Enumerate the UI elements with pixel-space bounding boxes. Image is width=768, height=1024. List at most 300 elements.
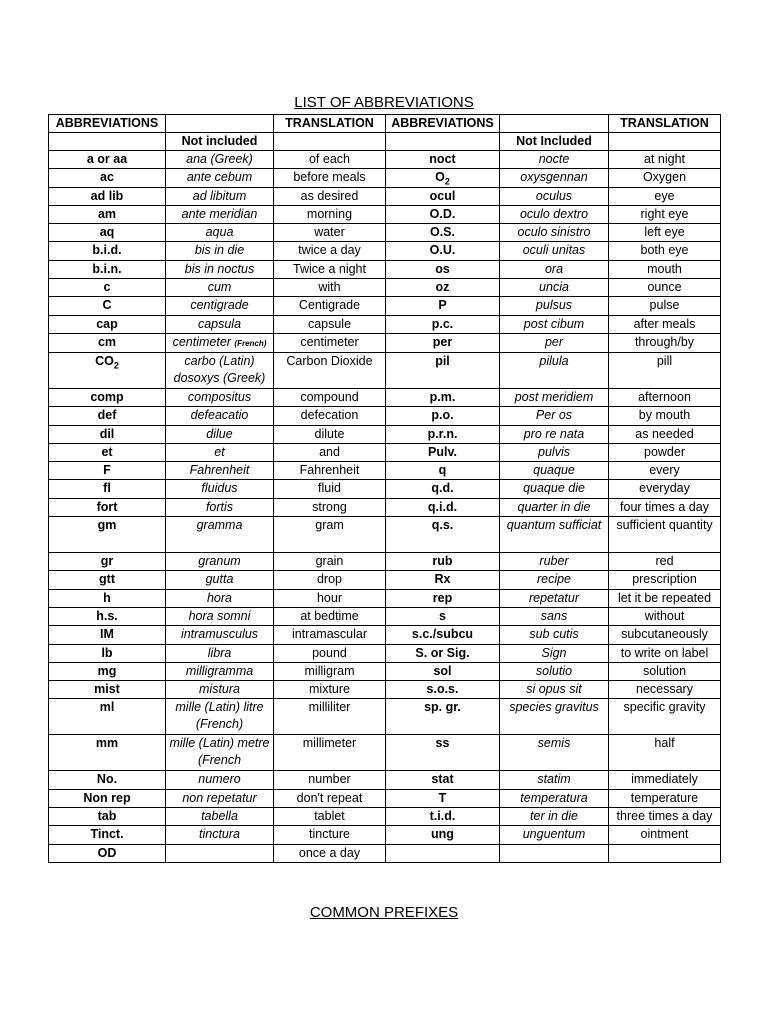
table-row xyxy=(49,681,721,699)
abbreviation-cell-text: p.m. xyxy=(429,389,456,404)
abbreviation-cell-text: p.r.n. xyxy=(427,426,458,441)
translation-cell-text: subcutaneously xyxy=(621,627,708,642)
origin-cell xyxy=(500,589,609,607)
abbreviation-cell xyxy=(386,626,500,644)
translation-cell-text: water xyxy=(314,225,345,240)
abbreviation-cell xyxy=(49,626,166,644)
translation-cell xyxy=(274,462,386,480)
abbreviation-cell xyxy=(49,169,166,187)
abbreviation-cell xyxy=(49,187,166,205)
origin-cell xyxy=(500,771,609,789)
abbreviation-cell xyxy=(386,826,500,844)
abbreviation-cell-text: O.S. xyxy=(429,225,455,240)
table-row xyxy=(49,589,721,607)
origin-cell xyxy=(500,808,609,826)
header-cell: TRANSLATION xyxy=(609,115,721,133)
translation-cell xyxy=(609,517,721,553)
origin-cell-text: sans xyxy=(540,608,568,623)
translation-cell-text: four times a day xyxy=(620,499,709,514)
origin-cell-text: statim xyxy=(537,772,571,787)
origin-cell-text: gramma xyxy=(196,518,243,533)
abbreviation-cell-text: tab xyxy=(97,809,117,824)
table-row xyxy=(49,735,721,771)
abbreviation-cell-text: T xyxy=(438,790,447,805)
abbreviation-cell xyxy=(386,699,500,735)
origin-cell xyxy=(500,844,609,862)
origin-cell-text: pro re nata xyxy=(523,426,585,441)
origin-cell xyxy=(500,151,609,169)
abbreviation-cell xyxy=(49,498,166,516)
translation-cell-text: by mouth xyxy=(638,408,691,423)
abbreviation-cell xyxy=(49,517,166,553)
origin-cell-text: oculi unitas xyxy=(522,243,586,258)
abbreviation-cell-text: pil xyxy=(435,353,450,368)
origin-cell-text: centimeter xyxy=(172,334,231,349)
translation-cell-text: to write on label xyxy=(620,645,709,660)
header-cell: Not included xyxy=(166,133,274,151)
translation-cell xyxy=(609,735,721,771)
abbreviation-cell xyxy=(386,205,500,223)
abbreviation-cell xyxy=(386,571,500,589)
origin-cell xyxy=(500,333,609,352)
table-row xyxy=(49,443,721,461)
translation-cell-text: hour xyxy=(316,590,343,605)
abbreviation-cell-text: c xyxy=(103,280,111,295)
table-row xyxy=(49,571,721,589)
translation-cell xyxy=(609,571,721,589)
origin-cell-text: libra xyxy=(207,645,232,660)
origin-cell-text: temperatura xyxy=(520,790,588,805)
abbreviation-cell-text: rub xyxy=(432,554,453,569)
translation-cell xyxy=(274,151,386,169)
translation-cell-text: after meals xyxy=(633,316,696,331)
abbreviation-cell xyxy=(49,297,166,315)
abbreviation-cell-text: gtt xyxy=(99,572,115,587)
header-cell: ABBREVIATIONS xyxy=(49,115,166,133)
translation-cell-text: grain xyxy=(315,554,344,569)
translation-cell xyxy=(609,352,721,388)
origin-cell xyxy=(166,224,274,242)
translation-cell xyxy=(274,826,386,844)
abbreviation-cell-text: ad lib xyxy=(90,188,124,203)
origin-cell xyxy=(166,388,274,406)
translation-cell xyxy=(609,771,721,789)
abbreviation-cell-text: b.i.d. xyxy=(92,243,122,258)
abbreviation-cell xyxy=(386,589,500,607)
origin-cell-text: oculus xyxy=(535,188,573,203)
origin-cell xyxy=(166,205,274,223)
origin-cell xyxy=(166,571,274,589)
abbreviation-cell-text: fort xyxy=(96,499,118,514)
translation-cell xyxy=(274,315,386,333)
origin-cell xyxy=(500,205,609,223)
abbreviation-cell-text: mg xyxy=(97,663,117,678)
translation-cell xyxy=(609,826,721,844)
abbreviation-cell-text: OD xyxy=(97,845,117,860)
abbreviation-cell-text: fl xyxy=(103,481,111,496)
translation-cell xyxy=(274,333,386,352)
abbreviation-cell-text: os xyxy=(435,261,450,276)
translation-cell-text: prescription xyxy=(632,572,697,587)
translation-cell xyxy=(274,681,386,699)
abbreviation-cell-text: oz xyxy=(435,280,450,295)
translation-cell xyxy=(274,407,386,425)
origin-cell xyxy=(500,699,609,735)
abbreviation-cell-text: gr xyxy=(100,554,114,569)
abbreviation-cell xyxy=(386,352,500,388)
origin-cell-text: et xyxy=(214,444,225,459)
translation-cell xyxy=(609,462,721,480)
origin-cell xyxy=(500,553,609,571)
translation-cell-text: ounce xyxy=(647,280,682,295)
abbreviation-cell xyxy=(386,407,500,425)
origin-cell-text: species gravitus xyxy=(509,700,599,715)
header-cell: Not Included xyxy=(500,133,609,151)
origin-cell-text: ante meridian xyxy=(181,206,258,221)
origin-cell xyxy=(166,626,274,644)
translation-cell-text: pill xyxy=(656,353,673,368)
translation-cell-text: number xyxy=(308,772,351,787)
origin-cell xyxy=(166,315,274,333)
abbreviation-cell-text: mm xyxy=(95,736,119,751)
translation-cell xyxy=(274,589,386,607)
table-row xyxy=(49,205,721,223)
abbreviation-cell-text: Pulv. xyxy=(428,444,457,459)
origin-cell-text: ora xyxy=(544,261,564,276)
translation-cell xyxy=(274,242,386,260)
table-row xyxy=(49,315,721,333)
table-row xyxy=(49,462,721,480)
abbreviation-cell-text: per xyxy=(432,334,453,349)
translation-cell xyxy=(274,388,386,406)
abbreviation-cell xyxy=(386,553,500,571)
origin-cell xyxy=(166,789,274,807)
abbreviation-cell xyxy=(49,571,166,589)
translation-cell xyxy=(609,297,721,315)
origin-cell-text: intramusculus xyxy=(180,627,259,642)
origin-cell xyxy=(500,571,609,589)
translation-cell-text: millimeter xyxy=(302,736,357,751)
origin-cell-text: quaque xyxy=(533,463,575,478)
abbreviation-cell xyxy=(386,242,500,260)
origin-cell xyxy=(166,480,274,498)
translation-cell-text: as needed xyxy=(635,426,694,441)
origin-cell xyxy=(500,388,609,406)
table-row xyxy=(49,224,721,242)
origin-cell-text: numero xyxy=(198,772,241,787)
origin-cell-text: bis in die xyxy=(194,243,245,258)
origin-cell xyxy=(500,662,609,680)
translation-cell xyxy=(274,644,386,662)
abbreviation-cell-text: s xyxy=(439,608,446,623)
translation-cell xyxy=(274,662,386,680)
header-cell xyxy=(609,133,721,151)
origin-cell xyxy=(500,260,609,278)
origin-cell-text: nocte xyxy=(538,152,570,166)
abbreviation-cell xyxy=(386,443,500,461)
abbreviation-cell xyxy=(49,425,166,443)
abbreviation-cell-text: t.i.d. xyxy=(429,809,456,824)
abbreviation-cell-text: cm xyxy=(97,334,117,349)
abbreviation-cell xyxy=(49,407,166,425)
abbreviation-cell xyxy=(386,607,500,625)
table-row xyxy=(49,388,721,406)
table-row xyxy=(49,844,721,862)
table-row xyxy=(49,644,721,662)
translation-cell-text: immediately xyxy=(631,772,698,787)
origin-cell-text: semis xyxy=(537,736,571,751)
abbreviation-cell-text: b.i.n. xyxy=(92,261,122,276)
abbreviation-cell xyxy=(386,224,500,242)
origin-cell-text: Per os xyxy=(535,408,573,423)
abbreviation-cell xyxy=(386,498,500,516)
abbreviation-cell xyxy=(49,589,166,607)
abbreviation-cell-text: q.d. xyxy=(431,481,454,496)
translation-cell-text: powder xyxy=(644,444,685,459)
origin-cell-text: tabella xyxy=(201,809,238,824)
origin-cell-text: recipe xyxy=(536,572,572,587)
origin-cell-text: uncia xyxy=(539,280,569,295)
abbreviation-cell-text: $O_2$ xyxy=(435,170,450,187)
abbreviation-cell xyxy=(386,808,500,826)
translation-cell xyxy=(609,333,721,352)
origin-cell-text: cum xyxy=(207,280,232,295)
table-row xyxy=(49,425,721,443)
translation-cell-text: necessary xyxy=(636,682,693,697)
translation-cell-text: strong xyxy=(312,499,347,514)
header-cell xyxy=(49,133,166,151)
origin-cell xyxy=(166,242,274,260)
abbreviation-cell-text: q.i.d. xyxy=(427,499,458,514)
abbreviation-cell xyxy=(49,826,166,844)
translation-cell xyxy=(609,425,721,443)
abbreviation-cell xyxy=(49,789,166,807)
table-row xyxy=(49,480,721,498)
translation-cell-text: let it be repeated xyxy=(617,590,712,605)
origin-cell xyxy=(166,644,274,662)
abbreviation-cell xyxy=(49,480,166,498)
abbreviation-cell-text: p.o. xyxy=(431,408,454,423)
abbreviation-cell-text: O.U. xyxy=(429,243,456,258)
origin-cell-text: repetatur xyxy=(528,590,580,605)
origin-cell-text: oculo sinistro xyxy=(517,225,591,240)
origin-cell xyxy=(500,607,609,625)
abbreviation-cell-text: Non rep xyxy=(83,790,131,805)
translation-cell-text: at bedtime xyxy=(300,608,359,623)
table-row xyxy=(49,771,721,789)
origin-cell xyxy=(166,517,274,553)
translation-cell-text: pulse xyxy=(649,298,680,313)
translation-cell-text: centimeter xyxy=(300,334,359,349)
origin-cell xyxy=(166,352,274,388)
origin-cell xyxy=(500,826,609,844)
translation-cell xyxy=(609,644,721,662)
origin-cell-text: dilue xyxy=(206,426,233,441)
translation-cell-text: ointment xyxy=(640,827,689,842)
origin-cell xyxy=(500,297,609,315)
translation-cell xyxy=(274,224,386,242)
origin-cell xyxy=(166,681,274,699)
translation-cell xyxy=(609,607,721,625)
table-subheader-row xyxy=(49,133,721,151)
translation-cell-text: everyday xyxy=(639,481,690,496)
abbreviation-cell-text: cap xyxy=(96,316,118,331)
translation-cell-text: eye xyxy=(654,188,675,203)
translation-cell-text: half xyxy=(654,736,675,751)
origin-cell-text: aqua xyxy=(205,225,234,240)
abbreviation-cell xyxy=(49,808,166,826)
header-cell xyxy=(166,115,274,133)
origin-cell xyxy=(166,260,274,278)
origin-cell-text: mistura xyxy=(199,682,240,697)
abbreviation-cell-text: $CO_2$ xyxy=(95,353,119,371)
translation-cell xyxy=(609,699,721,735)
abbreviation-cell-text: q xyxy=(438,463,447,478)
translation-cell xyxy=(274,187,386,205)
origin-cell xyxy=(500,425,609,443)
origin-cell xyxy=(500,443,609,461)
abbreviation-cell-text: Rx xyxy=(434,572,451,587)
translation-cell xyxy=(609,626,721,644)
translation-cell-text: Twice a night xyxy=(293,261,366,276)
abbreviation-cell-text: Tinct. xyxy=(90,827,124,842)
abbreviation-cell xyxy=(49,443,166,461)
abbreviation-cell-text: q.s. xyxy=(431,518,454,533)
abbreviation-cell xyxy=(386,260,500,278)
abbreviation-cell xyxy=(49,279,166,297)
abbreviation-cell-text: s.c./subcu xyxy=(411,627,474,642)
translation-cell xyxy=(609,279,721,297)
origin-cell-text: fluidus xyxy=(201,481,238,496)
abbreviation-cell xyxy=(386,187,500,205)
translation-cell-text: as desired xyxy=(300,188,359,203)
abbreviation-cell xyxy=(49,260,166,278)
origin-cell-text: ana (Greek) xyxy=(186,152,253,166)
abbreviation-cell-text: h.s. xyxy=(96,608,118,623)
origin-cell xyxy=(166,498,274,516)
translation-cell-text: capsule xyxy=(307,316,352,331)
abbreviation-cell-text: noct xyxy=(429,152,456,166)
translation-cell-text: compound xyxy=(300,389,359,404)
translation-cell xyxy=(609,242,721,260)
translation-cell xyxy=(274,443,386,461)
origin-cell-text: tinctura xyxy=(199,827,240,842)
translation-cell xyxy=(609,808,721,826)
abbreviation-cell-text: ung xyxy=(431,827,454,842)
translation-cell-text: specific gravity xyxy=(623,700,706,715)
origin-cell xyxy=(166,462,274,480)
origin-cell-text: bis in noctus xyxy=(184,261,255,276)
translation-cell xyxy=(274,789,386,807)
translation-cell xyxy=(274,735,386,771)
origin-cell xyxy=(166,151,274,169)
translation-cell xyxy=(274,279,386,297)
table-row xyxy=(49,826,721,844)
abbreviation-cell-text: p.c. xyxy=(431,316,454,331)
origin-cell xyxy=(500,315,609,333)
abbreviation-cell-text: aq xyxy=(99,225,115,240)
origin-cell-text: capsula xyxy=(197,316,242,331)
abbreviation-cell-text: sol xyxy=(433,663,452,678)
origin-cell-text: quaque die xyxy=(523,481,585,496)
translation-cell-text: tablet xyxy=(314,809,345,824)
translation-cell xyxy=(274,425,386,443)
abbreviation-cell xyxy=(386,844,500,862)
origin-cell-text: hora somni xyxy=(188,608,251,623)
table-row xyxy=(49,187,721,205)
origin-cell-text: gutta xyxy=(205,572,234,587)
translation-cell xyxy=(609,205,721,223)
abbreviation-cell xyxy=(49,388,166,406)
origin-cell xyxy=(166,553,274,571)
table-row xyxy=(49,553,721,571)
origin-cell-text: ante cebum xyxy=(186,170,253,185)
origin-note: (French) xyxy=(234,338,267,348)
abbreviation-cell xyxy=(386,425,500,443)
origin-cell-text: oculo dextro xyxy=(519,206,589,221)
header-cell xyxy=(500,115,609,133)
origin-cell xyxy=(166,187,274,205)
origin-cell xyxy=(500,242,609,260)
abbreviation-cell xyxy=(386,315,500,333)
translation-cell-text: pound xyxy=(312,645,347,660)
origin-cell xyxy=(166,407,274,425)
abbreviation-cell-text: ml xyxy=(99,700,115,715)
abbreviation-cell xyxy=(386,462,500,480)
translation-cell-text: before meals xyxy=(293,170,366,185)
origin-cell xyxy=(166,735,274,771)
translation-cell xyxy=(609,681,721,699)
origin-cell xyxy=(500,517,609,553)
origin-cell xyxy=(166,333,274,352)
translation-cell xyxy=(609,789,721,807)
table-row xyxy=(49,607,721,625)
abbreviation-cell xyxy=(49,352,166,388)
translation-cell-text: twice a day xyxy=(298,243,361,258)
abbreviation-cell xyxy=(49,844,166,862)
abbreviation-cell xyxy=(386,644,500,662)
translation-cell-text: fluid xyxy=(318,481,341,496)
translation-cell xyxy=(609,151,721,169)
origin-cell xyxy=(500,789,609,807)
translation-cell-text: milligram xyxy=(304,663,355,678)
translation-cell-text: without xyxy=(644,608,685,623)
translation-cell-text: don't repeat xyxy=(296,790,363,805)
origin-cell xyxy=(500,735,609,771)
translation-cell xyxy=(274,297,386,315)
origin-cell xyxy=(166,279,274,297)
origin-cell-text: compositus xyxy=(187,389,252,404)
abbreviation-cell-text: lb xyxy=(101,645,113,660)
translation-cell xyxy=(274,498,386,516)
origin-cell xyxy=(500,480,609,498)
origin-cell-text: sub cutis xyxy=(529,627,579,642)
origin-cell xyxy=(166,826,274,844)
header-cell xyxy=(274,133,386,151)
translation-cell xyxy=(274,771,386,789)
section-title-common-prefixes: COMMON PREFIXES xyxy=(309,904,459,921)
abbreviation-cell-text: P xyxy=(438,298,447,313)
table-row xyxy=(49,333,721,352)
table-row xyxy=(49,662,721,680)
origin-cell-text: si opus sit xyxy=(526,682,582,697)
translation-cell xyxy=(274,699,386,735)
abbreviation-cell xyxy=(49,607,166,625)
table-row xyxy=(49,151,721,169)
abbreviation-cell xyxy=(49,333,166,352)
origin-cell-text: post cibum xyxy=(523,316,585,331)
abbreviation-cell xyxy=(386,662,500,680)
